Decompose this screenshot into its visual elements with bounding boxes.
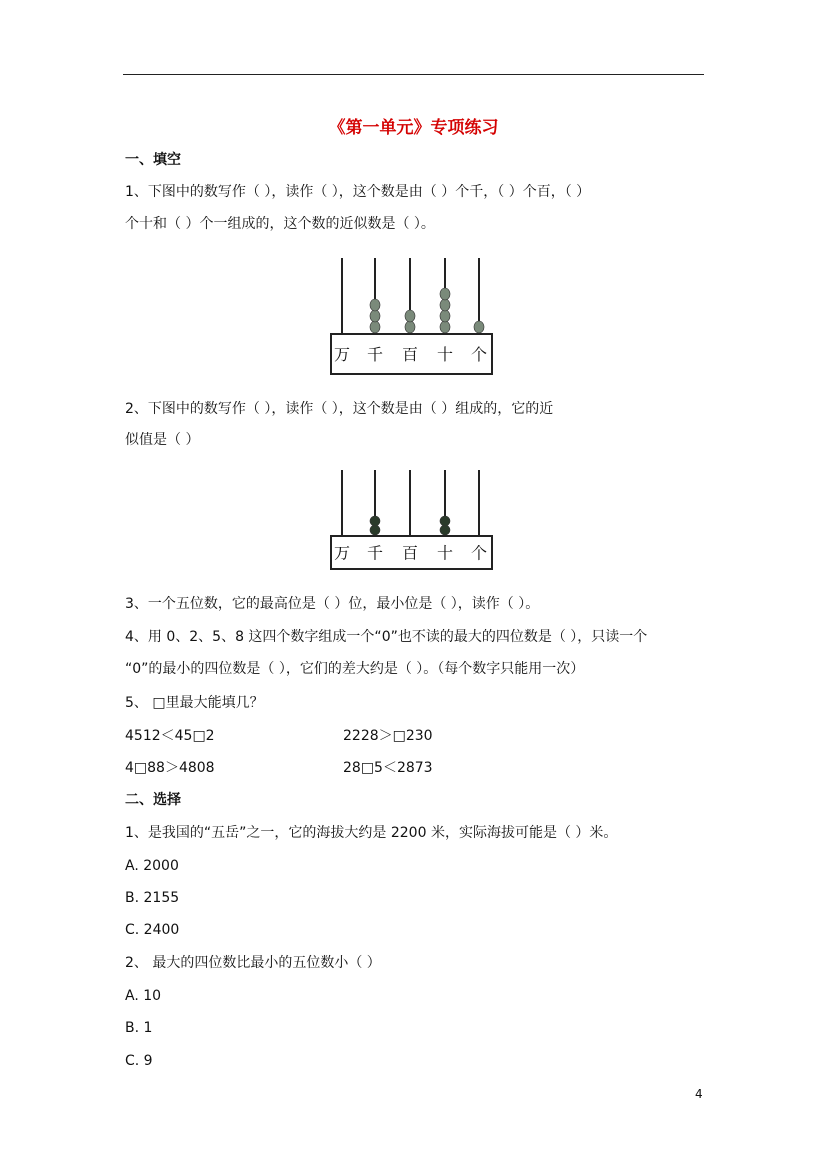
s2-q1-option-a: A. 2000 xyxy=(125,858,179,874)
abacus-bead xyxy=(370,525,380,535)
abacus-bead xyxy=(440,288,450,300)
abacus-place-label: 个 xyxy=(470,543,488,563)
abacus-bead xyxy=(440,516,450,526)
abacus-bead xyxy=(370,516,380,526)
page-title: 《第一单元》专项练习 xyxy=(328,118,499,138)
s2-q2-option-a: A. 10 xyxy=(125,988,162,1004)
header-rule xyxy=(123,74,704,75)
s2-q1-option-b: B. 2155 xyxy=(125,890,180,906)
abacus-bead xyxy=(405,310,415,322)
q5-item: 4512＜45□2 xyxy=(125,728,215,744)
abacus-bead xyxy=(440,299,450,311)
section1-heading: 一、填空 xyxy=(125,152,181,168)
q4-line2: “0”的最小的四位数是（ ），它们的差大约是（ ）。（每个数字只能用一次） xyxy=(125,661,585,677)
abacus-place-label: 万 xyxy=(333,345,351,364)
s2-q2-option-b: B. 1 xyxy=(125,1020,153,1036)
abacus-figure-2 xyxy=(330,468,493,572)
abacus-place-label: 万 xyxy=(333,543,351,563)
abacus-place-label: 千 xyxy=(366,345,384,364)
q2-line1: 2、下图中的数写作（ ），读作（ ），这个数是由（ ）组成的，它的近 xyxy=(125,401,554,417)
abacus-bead xyxy=(440,525,450,535)
page-number: 4 xyxy=(695,1087,703,1101)
abacus-bead xyxy=(370,310,380,322)
q5-heading: 5、 □里最大能填几？ xyxy=(125,695,264,711)
s2-q2-text: 2、 最大的四位数比最小的五位数小（ ） xyxy=(125,955,381,971)
abacus-bead xyxy=(370,321,380,333)
q4-line1: 4、用 0、2、5、8 这四个数字组成一个“0”也不读的最大的四位数是（ ），只读一个 xyxy=(125,629,648,645)
abacus-bead xyxy=(405,321,415,333)
section2-heading: 二、选择 xyxy=(125,792,181,808)
q5-item: 4□88＞4808 xyxy=(125,760,215,776)
abacus-place-label: 十 xyxy=(436,345,454,364)
q3-text: 3、一个五位数，它的最高位是（ ）位，最小位是（ ），读作（ ）。 xyxy=(125,596,540,612)
abacus-place-label: 百 xyxy=(401,543,419,563)
q2-line2: 似值是（ ） xyxy=(125,432,200,448)
abacus-place-label: 千 xyxy=(366,543,384,563)
abacus-place-label: 十 xyxy=(436,543,454,563)
s2-q1-text: 1、是我国的“五岳”之一，它的海拔大约是 2200 米，实际海拔可能是（ ）米。 xyxy=(125,825,618,841)
abacus-place-label: 百 xyxy=(401,345,419,364)
abacus-bead xyxy=(440,321,450,333)
abacus-bead xyxy=(474,321,484,333)
q1-line1: 1、下图中的数写作（ ），读作（ ），这个数是由（ ）个千，（ ）个百，（ ） xyxy=(125,184,591,200)
abacus-bead xyxy=(440,310,450,322)
s2-q1-option-c: C. 2400 xyxy=(125,922,180,938)
q5-item: 28□5＜2873 xyxy=(343,760,433,776)
q5-item: 2228＞□230 xyxy=(343,728,433,744)
s2-q2-option-c: C. 9 xyxy=(125,1053,153,1069)
abacus-place-label: 个 xyxy=(470,345,488,364)
abacus-figure-1 xyxy=(330,256,493,376)
q1-line2: 个十和（ ）个一组成的，这个数的近似数是（ ）。 xyxy=(125,216,435,232)
abacus-bead xyxy=(370,299,380,311)
